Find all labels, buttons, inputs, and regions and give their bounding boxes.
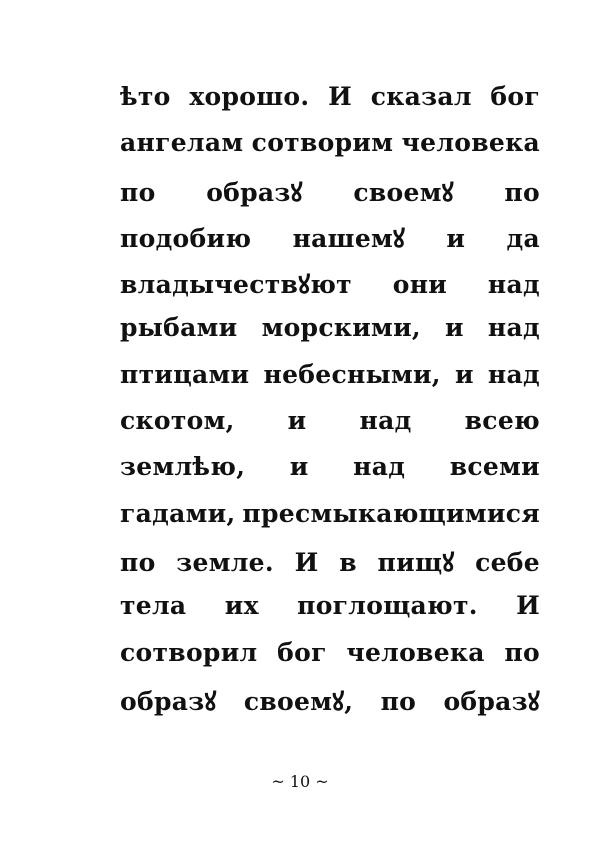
word: тела [120, 591, 187, 621]
word: сотворим [251, 128, 394, 158]
word: себе [475, 547, 540, 577]
text-line [120, 638, 540, 684]
word: небесными, [263, 359, 441, 389]
word: гадами, [120, 498, 236, 528]
text-line [120, 545, 540, 591]
word: и [289, 452, 309, 482]
word: и [446, 223, 466, 253]
word: по [120, 177, 156, 207]
text-line [120, 684, 540, 730]
word: образꙋ [206, 177, 303, 207]
word: сотворил [120, 637, 258, 667]
word: по [380, 686, 417, 716]
word: и [445, 313, 464, 343]
word: всеми [449, 452, 540, 482]
word: их [224, 591, 259, 621]
word: они [392, 270, 448, 300]
word: да [506, 223, 540, 253]
word: образꙋ [120, 686, 217, 716]
word: ѣто [120, 82, 171, 111]
word: над [487, 270, 540, 300]
word: над [359, 406, 412, 436]
word: землѣю, [120, 452, 246, 482]
page-number: ~ 10 ~ [271, 772, 329, 791]
word: хорошо. [189, 82, 310, 111]
word: рыбами [120, 313, 238, 343]
word: человека [346, 637, 485, 667]
text-line [120, 499, 540, 545]
word: ангелам [120, 128, 244, 158]
word: всею [464, 406, 540, 436]
word: владычествꙋют [120, 270, 352, 300]
word: над [487, 359, 540, 389]
word: по [504, 637, 540, 667]
text-line [120, 267, 540, 313]
text-line [120, 452, 540, 498]
word: в [339, 547, 357, 577]
word: и [287, 406, 307, 436]
word: подобию [120, 223, 252, 253]
word: земле. [176, 547, 274, 577]
word: своемꙋ, [243, 686, 354, 716]
word: своемꙋ [353, 177, 454, 207]
body-text [120, 82, 540, 730]
text-line [120, 221, 540, 267]
word: над [487, 313, 540, 343]
text-line [120, 82, 540, 128]
word: человека [401, 128, 540, 158]
word: и [454, 359, 474, 389]
text-line [120, 591, 540, 637]
text-line [120, 406, 540, 452]
text-line [120, 313, 540, 359]
word: по [504, 177, 540, 207]
word: нашемꙋ [292, 223, 406, 253]
text-line [120, 360, 540, 406]
word: поглощают. [297, 591, 478, 621]
word: бог [490, 82, 540, 111]
word: И [516, 591, 540, 621]
word: И [328, 82, 353, 111]
word: сказал [370, 82, 472, 111]
word: бог [277, 637, 327, 667]
word: над [353, 452, 406, 482]
word: пресмыкающимися [242, 498, 540, 528]
word: И [294, 547, 319, 577]
word: образꙋ [443, 686, 540, 716]
word: пищꙋ [377, 547, 455, 577]
text-line [120, 175, 540, 221]
text-line [120, 128, 540, 174]
word: птицами [120, 359, 250, 389]
word: по [120, 547, 156, 577]
word: скотом, [120, 406, 235, 436]
word: морскими, [261, 313, 421, 343]
